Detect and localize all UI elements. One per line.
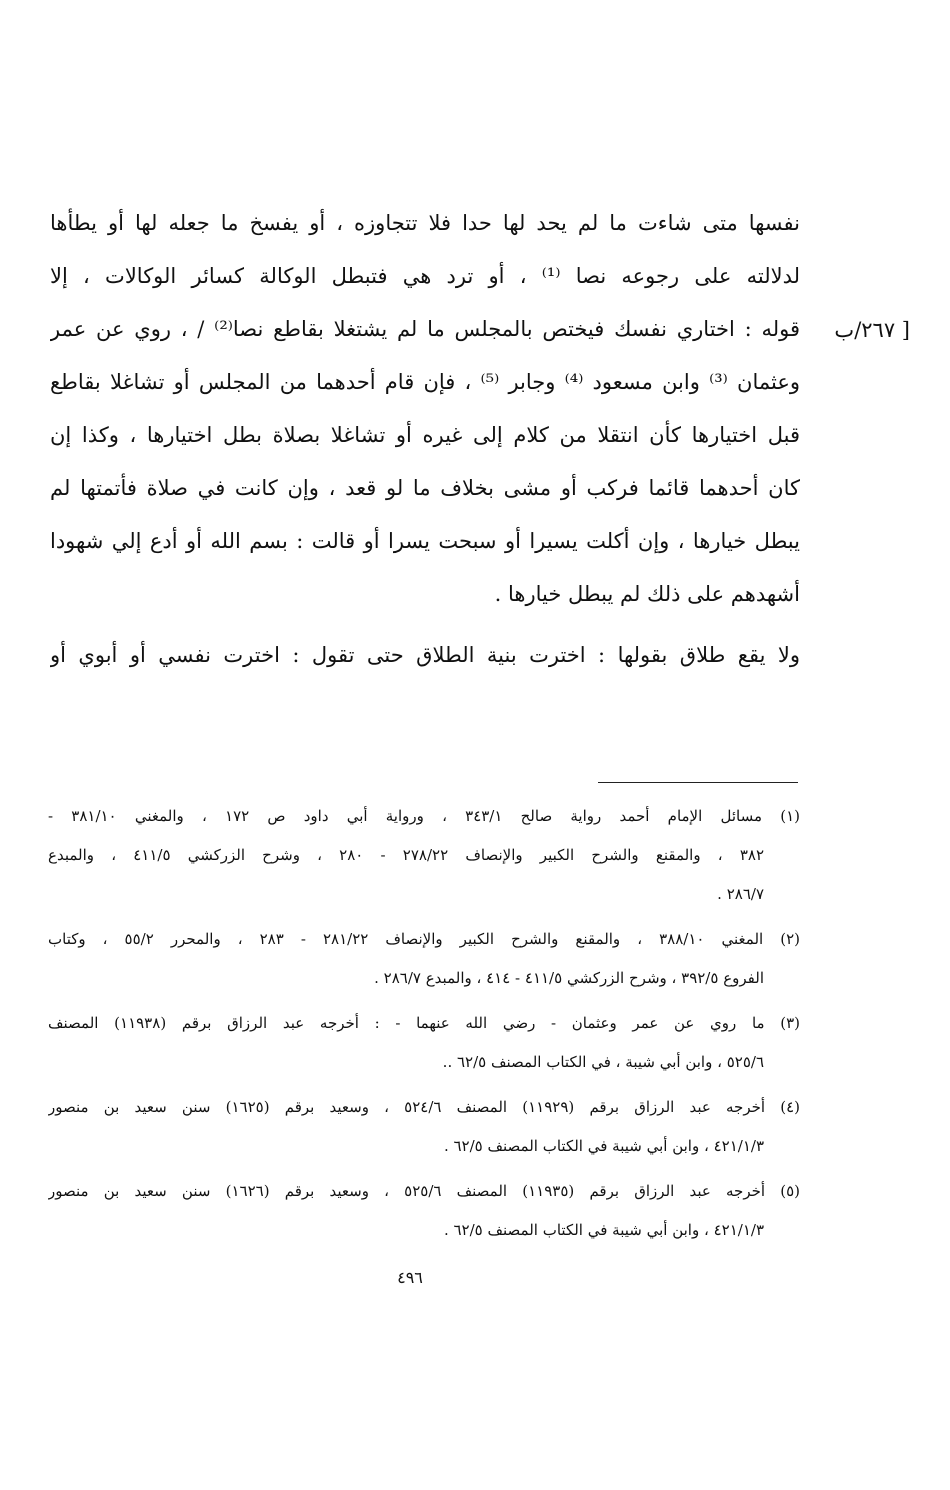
folio-marker: [ ٢٦٧/ب [834, 318, 910, 342]
footnote-line: (٥) أخرجه عبد الرزاق برقم (١١٩٣٥) المصنف ٥٢٥/٦ ، وسعيد برقم (١٦٢٦) سنن سعيد بن منصور [48, 1182, 800, 1200]
page-number: ٤٩٦ [397, 1268, 423, 1287]
text-line: قبل اختيارها كأن انتقلا من كلام إلى غيره أو تشاغلا بصلاة بطل اختيارها ، وكذا إن [50, 423, 800, 447]
text-line: لدلالته على رجوعه نصا ⁽¹⁾ ، أو ترد هي فتبطل الوكالة كسائر الوكالات ، إلا [50, 264, 800, 288]
footnote-3 [48, 1004, 800, 1082]
text-line: نفسها متى شاءت ما لم يحد لها حدا فلا تتجاوزه ، أو يفسخ ما جعله لها أو يطأها [50, 211, 800, 235]
footnote-line: (٣) ما روي عن عمر وعثمان - رضي الله عنهما - : أخرجه عبد الرزاق برقم (١١٩٣٨) المصنف [48, 1014, 800, 1032]
footnote-line: ٢٨٦/٧ . [717, 885, 764, 903]
footnote-line: (٢) المغني ٣٨٨/١٠ ، والمقنع والشرح الكبير والإنصاف ٢٨١/٢٢ - ٢٨٣ ، والمحرر ٥٥/٢ ، وكتاب [48, 930, 800, 948]
footnote-4 [48, 1088, 800, 1166]
footnote-line: (٤) أخرجه عبد الرزاق برقم (١١٩٢٩) المصنف ٥٢٤/٦ ، وسعيد برقم (١٦٢٥) سنن سعيد بن منصور [48, 1098, 800, 1116]
footnote-line: ٤٢١/١/٣ ، وابن أبي شيبة في الكتاب المصنف ٦٢/٥ . [443, 1221, 764, 1239]
footnote-line: ٤٢١/١/٣ ، وابن أبي شيبة في الكتاب المصنف ٦٢/٥ . [443, 1137, 764, 1155]
footnote-line: ٥٢٥/٦ ، وابن أبي شيبة ، في الكتاب المصنف ٦٢/٥ .. [442, 1053, 764, 1071]
footnote-1 [48, 797, 800, 914]
text-line: قوله : اختاري نفسك فيختص بالمجلس ما لم يشتغلا بقاطع نصا⁽²⁾ / ، روي عن عمر [50, 317, 800, 341]
main-text [50, 197, 800, 682]
paragraph-start-line: ولا يقع طلاق بقولها : اخترت بنية الطلاق حتى تقول : اخترت نفسي أو أبوي أو [50, 643, 800, 667]
footnote-2 [48, 920, 800, 998]
text-line: كان أحدهما قائما فركب أو مشى بخلاف ما لو قعد ، وإن كانت في صلاة فأتمتها لم [50, 476, 800, 500]
footnote-line: (١) مسائل الإمام أحمد رواية صالح ٣٤٣/١ ، ورواية أبي داود ص ١٧٢ ، والمغني ٣٨١/١٠ - [48, 807, 800, 825]
text-line: يبطل خيارها ، وإن أكلت يسيرا أو سبحت يسرا أو قالت : بسم الله أو أدع إلي شهودا [50, 529, 800, 553]
footnote-5 [48, 1172, 800, 1250]
footnotes [48, 797, 800, 1256]
footnote-line: الفروع ٣٩٢/٥ ، وشرح الزركشي ٤١١/٥ - ٤١٤ ، والمبدع ٢٨٦/٧ . [374, 969, 764, 987]
footnote-line: ٣٨٢ ، والمقنع والشرح الكبير والإنصاف ٢٧٨/٢٢ - ٢٨٠ ، وشرح الزركشي ٤١١/٥ ، والمبدع [48, 846, 764, 864]
text-line: وعثمان ⁽³⁾ وابن مسعود ⁽⁴⁾ وجابر ⁽⁵⁾ ، فإن قام أحدهما من المجلس أو تشاغلا بقاطع [50, 370, 800, 394]
text-line: أشهدهم على ذلك لم يبطل خيارها . [494, 582, 800, 606]
footnote-separator [598, 782, 798, 783]
